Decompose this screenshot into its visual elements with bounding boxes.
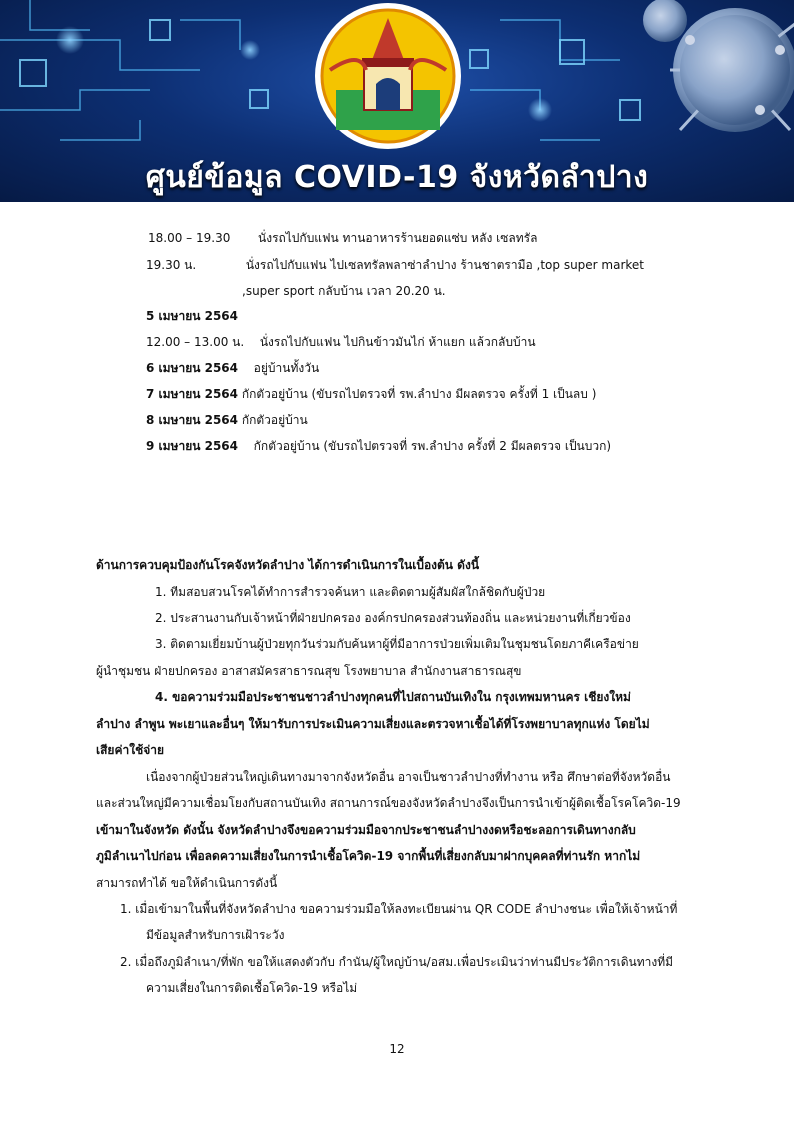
activity-text: กักตัวอยู่บ้าน (ขับรถไปตรวจที่ รพ.ลำปาง ครั้งที่ 2 มีผลตรวจ เป็นบวก) [253,439,612,453]
timeline-line-6 [146,360,319,376]
time-label: 12.00 – 13.00 น. [146,335,245,349]
banner-title: ศูนย์ข้อมูล COVID-19 จังหวัดลำปาง [145,160,649,195]
timeline-line-2 [146,257,644,273]
activity-text: นั่งรถไปกับแฟน ไปเซลทรัลพลาซ่าลำปาง ร้านชาตรามือ ,top super market [245,258,645,272]
list-item-continued: ลำปาง ลำพูน พะเยาและอื่นๆ ให้มารับการประเมินความเสี่ยงและตรวจหาเชื้อได้ที่โรงพยาบาลทุกแห่ง โดยไม่ [96,717,650,731]
timeline-line-3: ,super sport กลับบ้าน เวลา 20.20 น. [242,284,446,298]
time-label: 19.30 น. [146,258,197,272]
section-heading: ด้านการควบคุมป้องกันโรคจังหวัดลำปาง ได้การดำเนินการในเบื้องต้น ดังนี้ [96,558,480,572]
list-item: 2. ประสานงานกับเจ้าหน้าที่ฝ่ายปกครอง องค์กรปกครองส่วนท้องถิ่น และหน่วยงานที่เกี่ยวข้อง [155,611,631,625]
list-item: 3. ติดตามเยี่ยมบ้านผู้ป่วยทุกวันร่วมกับค้นหาผู้ที่มีอาการป่วยเพิ่มเติมในชุมชนโดยภาคีเครือข่าย [155,637,639,651]
list-item-continued: ผู้นำชุมชน ฝ่ายปกครอง อาสาสมัครสาธารณสุข โรงพยาบาล สำนักงานสาธารณสุข [96,664,522,678]
paragraph-line: และส่วนใหญ่มีความเชื่อมโยงกับสถานบันเทิง สถานการณ์ของจังหวัดลำปางจึงเป็นการนำเข้าผู้ติดเชื้อโรคโควิด-19 [96,796,681,810]
date-heading: 5 เมษายน 2564 [146,309,238,323]
date-label: 8 เมษายน 2564 [146,413,238,427]
timeline-line-1 [148,230,537,246]
page-number: 12 [389,1042,405,1056]
time-label: 18.00 – 19.30 [148,231,231,245]
timeline-line-5 [146,334,536,350]
activity-text: กักตัวอยู่บ้าน (ขับรถไปตรวจที่ รพ.ลำปาง มีผลตรวจ ครั้งที่ 1 เป็นลบ ) [241,387,597,401]
timeline-line-7 [146,386,596,402]
paragraph-line: เนื่องจากผู้ป่วยส่วนใหญ่เดินทางมาจากจังหวัดอื่น อาจเป็นชาวลำปางที่ทำงาน หรือ ศึกษาต่อที่จังหวัดอื่น [146,770,671,784]
list-item: 1. ทีมสอบสวนโรคได้ทำการสำรวจค้นหา และติดตามผู้สัมผัสใกล้ชิดกับผู้ป่วย [155,585,546,599]
numbered-item: 2. เมื่อถึงภูมิลำเนา/ที่พัก ขอให้แสดงตัวกับ กำนัน/ผู้ใหญ่บ้าน/อสม.เพื่อประเมินว่าท่านมีประวัติการเดินทางที่มี [120,955,674,969]
activity-text: นั่งรถไปกับแฟน ทานอาหารร้านยอดแซ่บ หลัง เซลทรัล [258,231,538,245]
paragraph-line: สามารถทำได้ ขอให้ดำเนินการดังนี้ [96,876,278,890]
list-item-continued: เสียค่าใช้จ่าย [96,743,165,757]
paragraph-line: เข้ามาในจังหวัด ดังนั้น จังหวัดลำปางจึงขอความร่วมมือจากประชาชนลำปางงดหรือชะลอการเดินทางกลับ [96,823,636,837]
numbered-item-continued: ความเสี่ยงในการติดเชื้อโควิด-19 หรือไม่ [146,981,358,995]
activity-text: อยู่บ้านทั้งวัน [253,361,320,375]
date-label: 7 เมษายน 2564 [146,387,238,401]
province-seal-icon [315,3,461,149]
activity-text: กักตัวอยู่บ้าน [241,413,308,427]
date-label: 6 เมษายน 2564 [146,361,238,375]
activity-text: นั่งรถไปกับแฟน ไปกินข้าวมันไก่ ห้าแยก แล้วกลับบ้าน [259,335,536,349]
timeline-line-8 [146,412,308,428]
paragraph-line: ภูมิลำเนาไปก่อน เพื่อลดความเสี่ยงในการนำเชื้อโควิด-19 จากพื้นที่เสี่ยงกลับมาฝากบุคคลที่ท่านรัก หากไม่ [96,849,641,863]
timeline-line-9 [146,438,611,454]
numbered-item-continued: มีข้อมูลสำหรับการเฝ้าระวัง [146,928,285,942]
date-label: 9 เมษายน 2564 [146,439,238,453]
numbered-item: 1. เมื่อเข้ามาในพื้นที่จังหวัดลำปาง ขอความร่วมมือให้ลงทะเบียนผ่าน QR CODE ลำปางชนะ เพื่อให้เจ้าหน้าที่ [120,902,678,916]
list-item: 4. ขอความร่วมมือประชาชนชาวลำปางทุกคนที่ไปสถานบันเทิงใน กรุงเทพมหานคร เชียงใหม่ [155,690,631,704]
header-banner [0,0,794,202]
